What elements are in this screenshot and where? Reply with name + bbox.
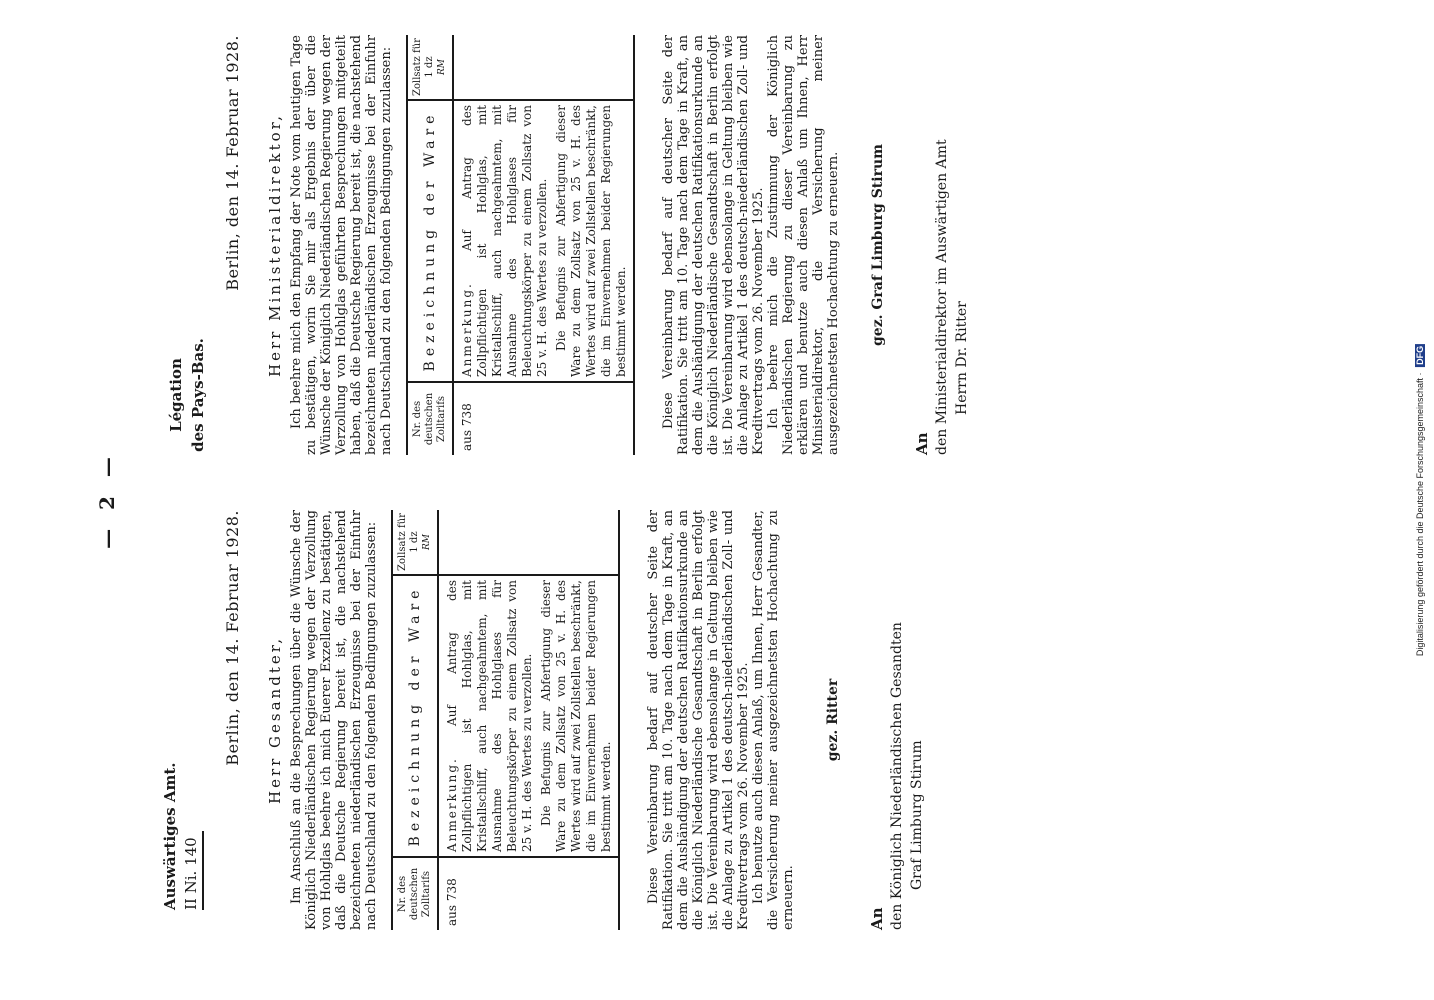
intro-paragraph: Im Anschluß an die Besprechungen über die Wünsche der Königlich Niederländischen Regierung wegen der Verzollung von Hohlglas beehre ich mich Euerer Exzellenz zu bestätigen, daß die Deutsche Regierung bereit ist, die nachstehend bezeichneten niederländischen Erzeugnisse bei der Einfuhr nach Deutschland zu den folgenden Bedingungen zuzulassen: [289, 510, 379, 930]
table-header-row [407, 35, 453, 455]
address-block [912, 35, 972, 455]
address-line: den Königlich Niederländischen Gesandten [889, 622, 905, 930]
signature: gez. Graf Limburg Stirum [870, 144, 886, 346]
goods-description [453, 100, 634, 382]
footer-text: Digitalisierung gefördert durch die Deutsche Forschungsgemeinschaft · [1415, 372, 1425, 657]
right-letter [195, 35, 972, 455]
col-goods-header: Bezeichnung der Ware [392, 575, 438, 857]
salutation: Herr Ministerialdirektor, [266, 113, 284, 377]
address-to: An [913, 432, 931, 455]
left-letter [195, 510, 927, 930]
letter-date: Berlin, den 14. Februar 1928. [223, 510, 242, 766]
duty-rate-cell [453, 35, 634, 100]
address-name: Herrn Dr. Ritter [954, 301, 970, 415]
table-header-row [392, 510, 438, 930]
closing-paragraph: Ich benutze auch diesen Anlaß, um Ihnen, Herr Gesandter, die Versicherung meiner ausgezeichnetsten Hochachtung zu erneuern. [751, 510, 796, 930]
tariff-number: aus 738 [453, 382, 634, 455]
duty-rate-label: Zollsatz für 1 dz [397, 513, 420, 571]
note-label: Anmerkung. [445, 757, 459, 852]
tariff-table [406, 35, 635, 455]
goods-description [438, 575, 619, 857]
tariff-number: aus 738 [438, 857, 619, 930]
note-text: Auf Antrag des Zollpflichtigen ist Hohlglas, mit Kristallschliff, auch nachgeahmtem, mit Ausnahme des Hohlglases für Beleuchtungskörper zu einem Zollsatz von 25 v. H. des Wertes zu verzollen. [445, 580, 534, 852]
letter-body [661, 35, 841, 455]
digitization-footer [1415, 344, 1425, 656]
note-text: Auf Antrag des Zollpflichtigen ist Hohlglas, mit Kristallschliff, auch nachgeahmtem, mit Ausnahme des Hohlglases für Beleuchtungskörper zu einem Zollsatz von 25 v. H. des Wertes zu verzollen. [460, 105, 549, 377]
letter-body [646, 510, 796, 930]
ratification-paragraph: Diese Vereinbarung bedarf auf deutscher Seite der Ratifikation. Sie tritt am 10. Tage nach dem Tage in Kraft, an dem die Aushändigung der deutschen Ratifikationsurkunde an die Königlich Niederländische Gesandtschaft in Berlin erfolgt ist. Die Vereinbarung wird ebensolange in Geltung bleiben wie die Anlage zu Artikel 1 des deutsch-niederländischen Zoll- und Kreditvertrags vom 26. November 1925. [661, 35, 766, 455]
authority-text: Die Befugnis zur Abfertigung dieser Ware zu dem Zollsatz von 25 v. H. des Wertes wird auf zwei Zollstellen beschränkt, die im Einvernehmen beider Regierungen bestimmt werden. [554, 105, 628, 377]
currency-unit: RM [437, 59, 447, 75]
currency-unit: RM [422, 534, 432, 550]
address-name: Graf Limburg Stirum [909, 740, 925, 890]
legation-line-2: des Pays-Bas. [189, 338, 207, 452]
reference-number: II Ni. 140 [181, 831, 204, 910]
note-label: Anmerkung. [460, 282, 474, 377]
salutation: Herr Gesandter, [266, 635, 284, 805]
office-name: Auswärtiges Amt. [161, 762, 179, 910]
col-duty-rate-header [392, 510, 438, 575]
intro-paragraph: Ich beehre mich den Empfang der Note vom heutigen Tage zu bestätigen, worin Sie mir als Ergebnis der über die Wünsche der Königlich Niederländischen Regierung wegen der Verzollung von Hohlglas geführten Besprechungen mitgeteilt haben, daß die Deutsche Regierung bereit ist, die nachstehend bezeichneten niederländischen Erzeugnisse bei der Einfuhr nach Deutschland zu den folgenden Bedingungen zuzulassen: [289, 35, 394, 455]
address-to: An [868, 907, 886, 930]
tariff-table [391, 510, 620, 930]
duty-rate-cell [438, 510, 619, 575]
page-number: — 2 — [95, 451, 119, 549]
legation-line-1: Légation [167, 358, 185, 432]
address-block [867, 510, 927, 930]
table-row [453, 35, 634, 455]
col-goods-header: Bezeichnung der Ware [407, 100, 453, 382]
ratification-paragraph: Diese Vereinbarung bedarf auf deutscher Seite der Ratifikation. Sie tritt am 10. Tage nach dem Tage in Kraft, an dem die Aushändigung der deutschen Ratifikationsurkunde an die Königlich Niederländische Gesandtschaft in Berlin erfolgt ist. Die Vereinbarung wird ebensolange in Geltung bleiben wie die Anlage zu Artikel 1 des deutsch-niederländischen Zoll- und Kreditvertrags vom 26. November 1925. [646, 510, 751, 930]
table-row [438, 510, 619, 930]
authority-text: Die Befugnis zur Abfertigung dieser Ware zu dem Zollsatz von 25 v. H. des Wertes wird auf zwei Zollstellen beschränkt, die im Einvernehmen beider Regierungen bestimmt werden. [539, 580, 613, 852]
signature: gez. Ritter [825, 678, 841, 762]
col-duty-rate-header [407, 35, 453, 100]
duty-rate-label: Zollsatz für 1 dz [412, 38, 435, 96]
letter-date: Berlin, den 14. Februar 1928. [223, 35, 242, 291]
address-line: den Ministerialdirektor im Auswärtigen Amt [934, 139, 950, 455]
dfg-logo: DFG [1415, 345, 1425, 365]
col-tariff-number-header: Nr. des deutschen Zolltarifs [407, 382, 453, 455]
closing-paragraph: Ich beehre mich die Zustimmung der Königlich Niederländischen Regierung zu dieser Vereinbarung zu erklären und benutze auch diesen Anlaß um Ihnen, Herr Ministerialdirektor, die Versicherung meiner ausgezeichnetsten Hochachtung zu erneuern. [766, 35, 841, 455]
col-tariff-number-header: Nr. des deutschen Zolltarifs [392, 857, 438, 930]
